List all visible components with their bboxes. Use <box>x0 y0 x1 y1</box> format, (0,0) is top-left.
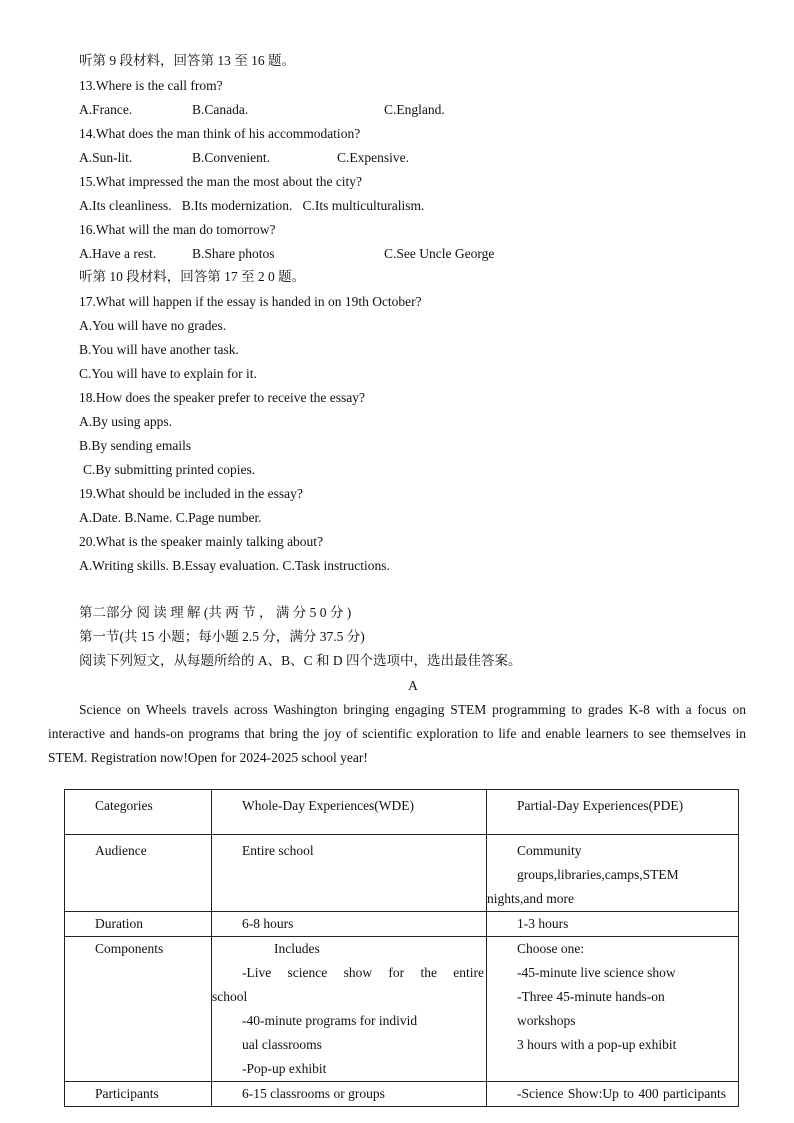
q15-options: A.Its cleanliness. B.Its modernization. C.Its multiculturalism. <box>79 198 425 213</box>
section9-heading: 听第 9 段材料，回答第 13 至 16 题。 <box>79 53 295 68</box>
q17-option-a: A.You will have no grades. <box>79 318 227 333</box>
audience-pde-line1: Community groups,libraries,camps,STEM <box>517 843 679 882</box>
part2-instruction: 阅读下列短文，从每题所给的 A、B、C 和 D 四个选项中，选出最佳答案。 <box>79 653 522 668</box>
table-row <box>65 937 739 1082</box>
components-wde-item2-line2: ual classrooms <box>242 1037 322 1052</box>
q20-options: A.Writing skills. B.Essay evaluation. C.Task instructions. <box>79 558 390 573</box>
q17-option-c: C.You will have to explain for it. <box>79 366 257 381</box>
participants-wde: 6-15 classrooms or groups <box>212 1082 487 1107</box>
q18-option-b: B.By sending emails <box>79 438 192 453</box>
q19-stem: 19.What should be included in the essay? <box>79 486 303 501</box>
part2-title: 第二部分 阅 读 理 解 (共 两 节 ， 满 分 5 0 分 ) <box>79 605 352 620</box>
q17-stem: 17.What will happen if the essay is handed in on 19th October? <box>79 294 422 309</box>
q13-option-a: A.France. <box>79 102 133 117</box>
section10-heading: 听第 10 段材料，回答第 17 至 2 0 题。 <box>79 269 306 284</box>
audience-pde-line2: nights,and more <box>487 891 574 906</box>
duration-label: Duration <box>65 912 212 937</box>
q16-option-c: C.See Uncle George <box>384 246 495 261</box>
components-pde-item1: -45-minute live science show <box>517 965 676 980</box>
q18-stem: 18.How does the speaker prefer to receive the essay? <box>79 390 365 405</box>
components-wde-item2-line1: -40-minute programs for individ <box>242 1013 418 1028</box>
components-wde-item1-line1: -Live science show for the entire <box>242 965 484 980</box>
q14-stem: 14.What does the man think of his accommodation? <box>79 126 361 141</box>
passage-paragraph: Science on Wheels travels across Washington bringing engaging STEM programming to grades K-8 with a focus on interactive and hands-on programs that bring the joy of scientific exploration to life and enable learners to see themselves in STEM. Registration now!Open for 2024-2025 school year! <box>48 702 746 765</box>
q13-option-c: C.England. <box>384 102 445 117</box>
participants-pde-cell <box>487 1082 739 1107</box>
participants-pde: -Science Show:Up to 400 participants <box>517 1086 726 1101</box>
q13-stem: 13.Where is the call from? <box>79 78 223 93</box>
q16-option-b: B.Share photos <box>192 246 275 261</box>
table-row <box>65 835 739 912</box>
duration-wde: 6-8 hours <box>212 912 487 937</box>
components-wde-includes: Includes <box>274 941 320 956</box>
components-label: Components <box>65 937 212 1082</box>
programs-table <box>64 789 739 1107</box>
q17-option-b: B.You will have another task. <box>79 342 239 357</box>
q14-option-c: C.Expensive. <box>337 150 409 165</box>
components-wde <box>212 937 487 1082</box>
q14-option-b: B.Convenient. <box>192 150 270 165</box>
audience-pde <box>487 835 739 912</box>
components-pde-choose: Choose one: <box>517 941 585 956</box>
header-wde: Whole-Day Experiences(WDE) <box>212 790 487 835</box>
header-pde: Partial-Day Experiences(PDE) <box>487 790 739 835</box>
q19-options: A.Date. B.Name. C.Page number. <box>79 510 262 525</box>
audience-wde: Entire school <box>212 835 487 912</box>
q15-stem: 15.What impressed the man the most about the city? <box>79 174 363 189</box>
q18-option-c: C.By submitting printed copies. <box>83 462 256 477</box>
q16-option-a: A.Have a rest. <box>79 246 157 261</box>
participants-label: Participants <box>65 1082 212 1107</box>
audience-label: Audience <box>65 835 212 912</box>
part2-section1: 第一节(共 15 小题；每小题 2.5 分，满分 37.5 分) <box>79 629 365 644</box>
q20-stem: 20.What is the speaker mainly talking about? <box>79 534 324 549</box>
components-wde-item3: -Pop-up exhibit <box>242 1061 327 1076</box>
passage-letter: A <box>408 678 418 693</box>
duration-pde: 1-3 hours <box>487 912 739 937</box>
components-pde <box>487 937 739 1082</box>
components-wde-item1-line2: school <box>212 989 248 1004</box>
q16-stem: 16.What will the man do tomorrow? <box>79 222 276 237</box>
components-pde-item3: 3 hours with a pop-up exhibit <box>517 1037 677 1052</box>
q14-option-a: A.Sun-lit. <box>79 150 133 165</box>
components-pde-item2: -Three 45-minute hands-on workshops <box>517 989 665 1028</box>
q13-option-b: B.Canada. <box>192 102 249 117</box>
table-header-row <box>65 790 739 835</box>
header-categories: Categories <box>65 790 212 835</box>
q18-option-a: A.By using apps. <box>79 414 173 429</box>
table-row <box>65 912 739 937</box>
table-row <box>65 1082 739 1107</box>
